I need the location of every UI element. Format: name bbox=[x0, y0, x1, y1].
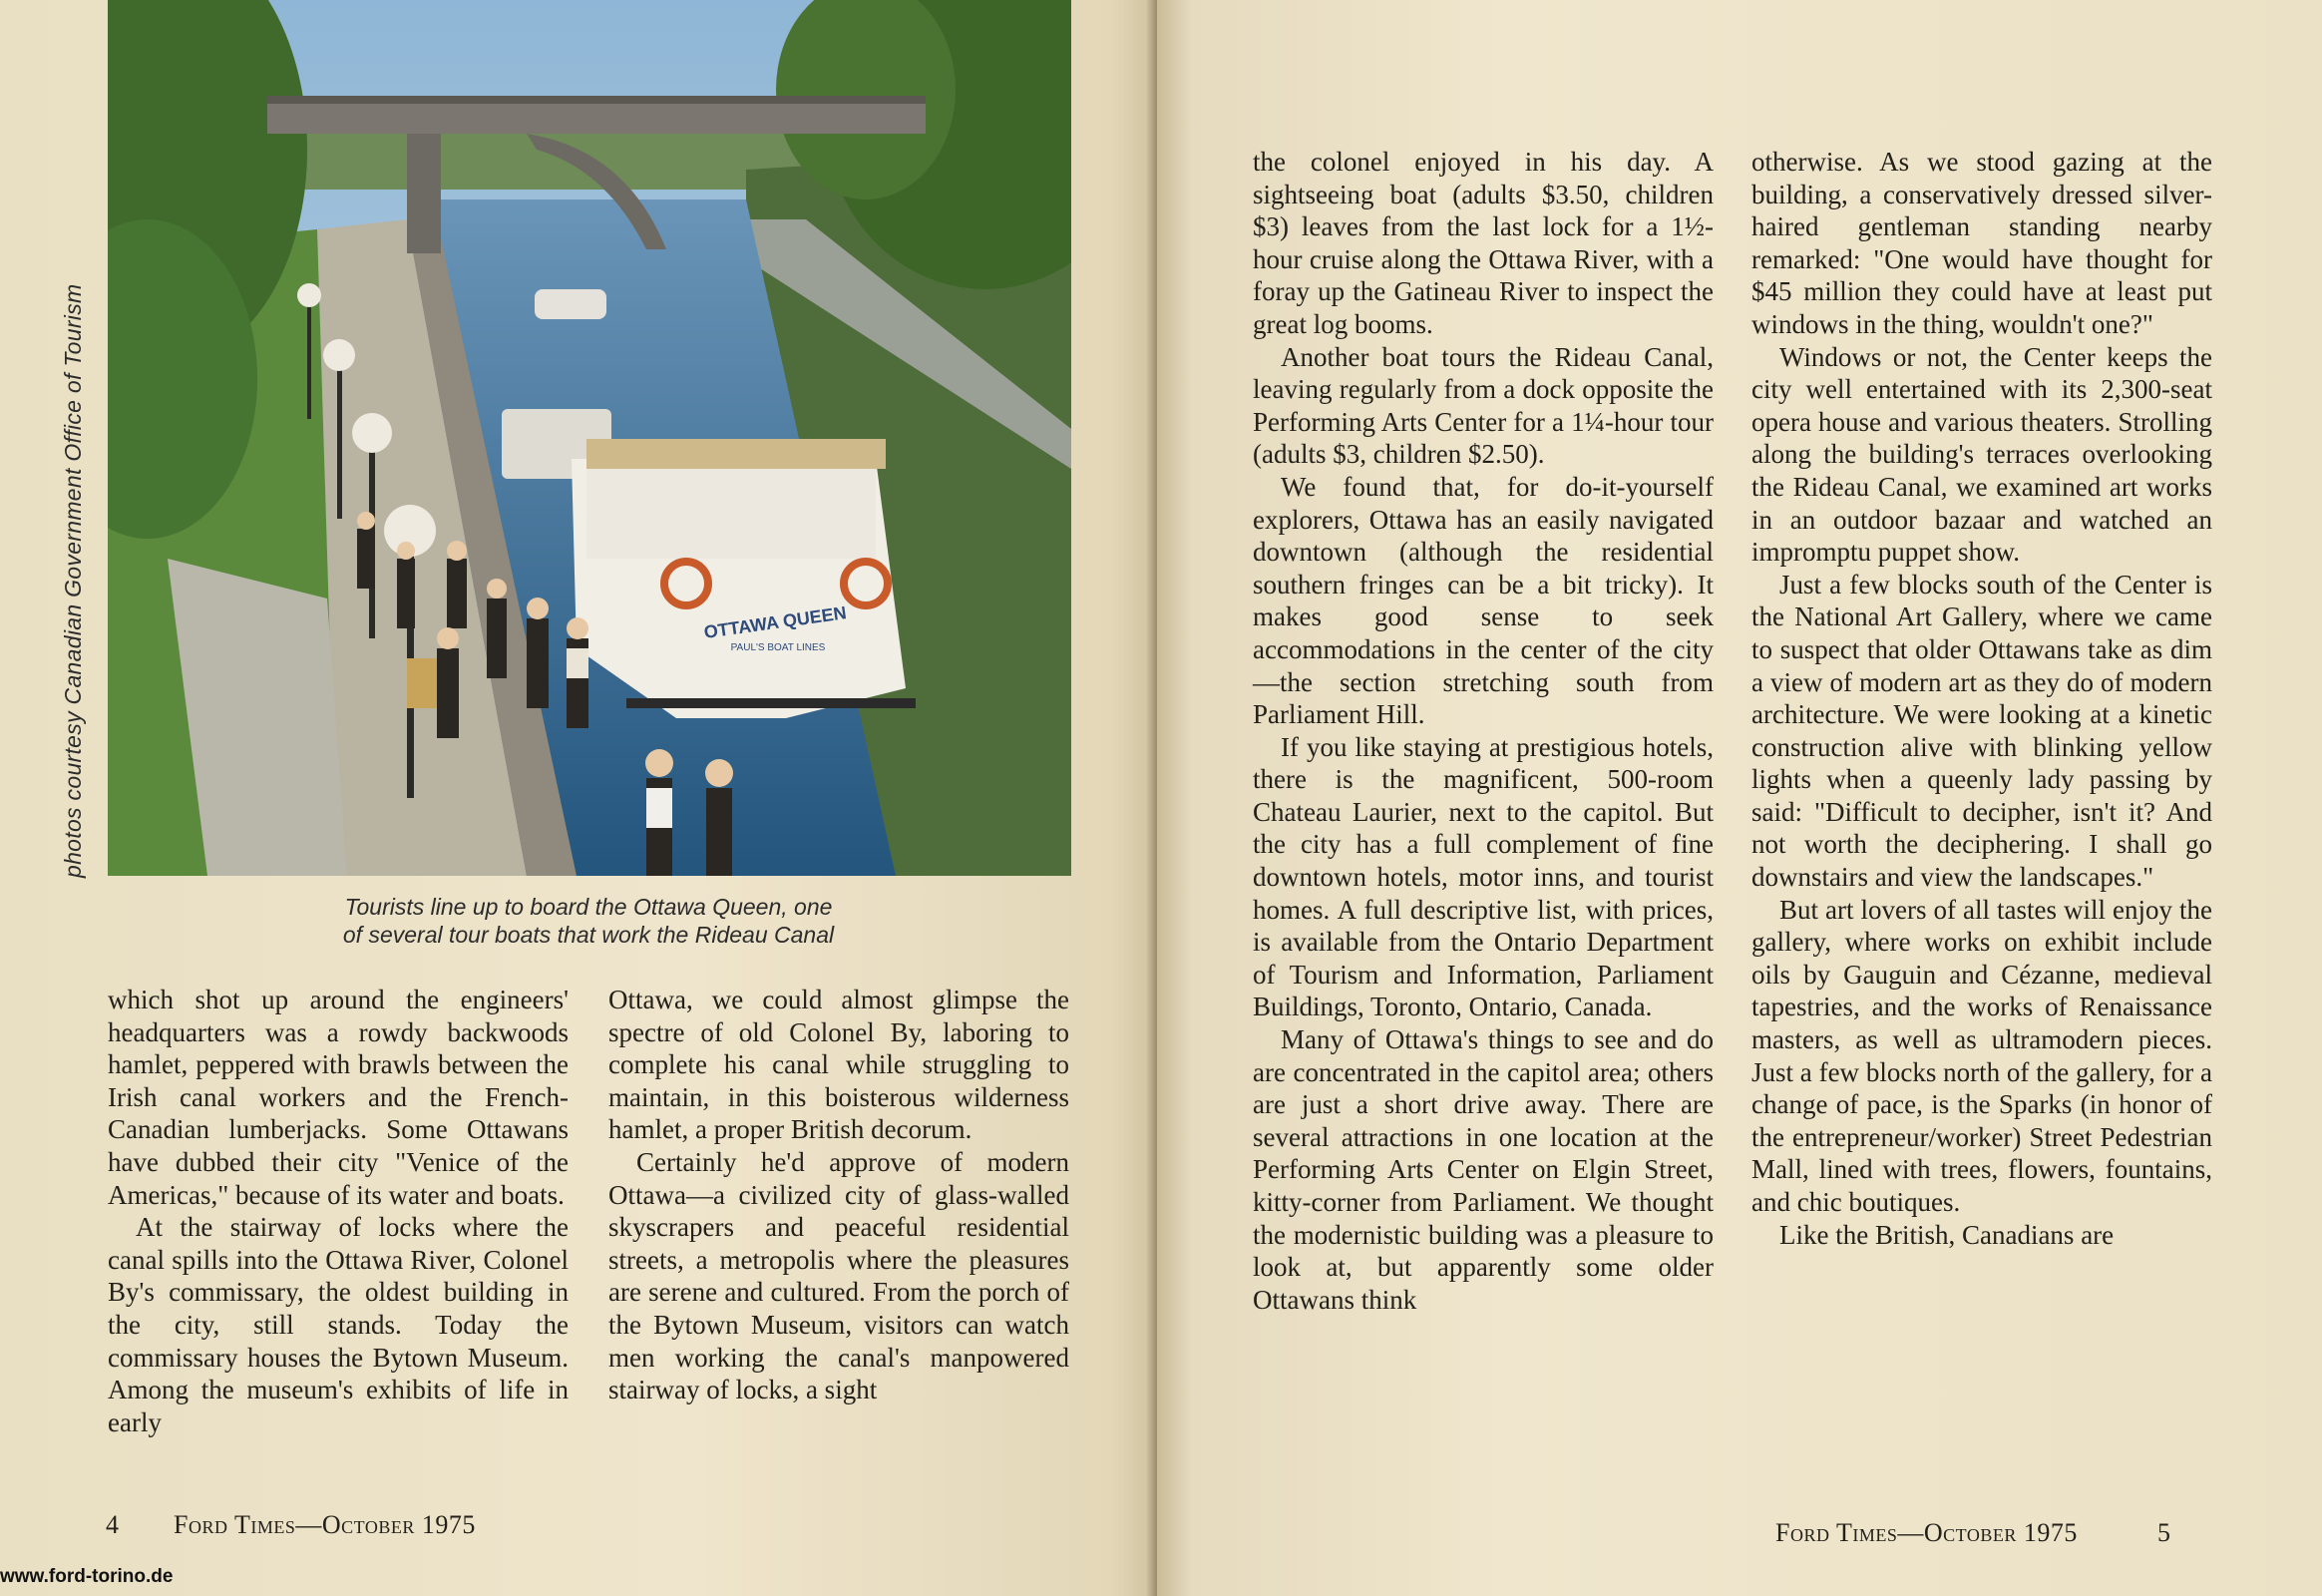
right-page bbox=[1157, 0, 2322, 1596]
photo-credit-text: photos courtesy Canadian Government Office of Tourism bbox=[60, 283, 86, 878]
boat-line-label: PAUL'S BOAT LINES bbox=[730, 642, 826, 653]
paragraph: But art lovers of all tastes will enjoy the gallery, where works on exhibit include oils by Gauguin and Cézanne, medieval tapestries, and the works of Renaissance masters, as well as ultramodern pieces. Just a few blocks north of the gallery, for a change of pace, is the Sparks (in honor of the entrepreneur/worker) Street Pedestrian Mall, lined with trees, flowers, fountains, and chic boutiques. bbox=[1751, 894, 2212, 1217]
paragraph: We found that, for do-it-yourself explorers, Ottawa has an easily navigated downtown (although the residential southern fringes can be a bit tricky). It makes good sense to seek accommodations in the center of the city—the section stretching south from Parliament Hill. bbox=[1253, 471, 1714, 730]
caption-line-2: of several tour boats that work the Rideau Canal bbox=[342, 922, 835, 948]
left-page-column-1 bbox=[108, 984, 569, 1438]
page-number: 4 bbox=[106, 1510, 120, 1539]
paragraph: If you like staying at prestigious hotels, there is the magnificent, 500-room Chateau Laurier, next to the capitol. But the city has a full complement of fine downtown hotels, motor inns, and tourist homes. A full descriptive list, with prices, is available from the Ontario Department of Tourism and Information, Parliament Buildings, Toronto, Ontario, Canada. bbox=[1253, 731, 1714, 1022]
paragraph: Just a few blocks south of the Center is the National Art Gallery, where we came to suspect that older Ottawans take as dim a view of modern art as they do of modern architecture. We were looking at a kinetic construction alive with blinking yellow lights when a queenly lady passing by said: "Difficult to decipher, isn't it? And not worth the deciphering. I shall go downstairs and view the landscapes." bbox=[1751, 569, 2212, 893]
boat-name-label: OTTAWA QUEEN bbox=[702, 602, 848, 642]
page-number: 5 bbox=[2157, 1518, 2171, 1547]
left-page bbox=[0, 0, 1157, 1596]
paragraph: Ottawa, we could almost glimpse the spectre of old Colonel By, laboring to complete his canal while struggling to maintain, in this boisterous wilderness hamlet, a proper British decorum. bbox=[608, 985, 1069, 1145]
caption-line-1: Tourists line up to board the Ottawa Queen, one bbox=[344, 894, 833, 920]
paragraph: Like the British, Canadians are bbox=[1779, 1219, 2115, 1250]
right-page-column-2 bbox=[1751, 146, 2212, 1251]
running-foot: Ford Times—October 1975 bbox=[174, 1510, 476, 1539]
right-page-column-1 bbox=[1253, 146, 1714, 1316]
paragraph: Another boat tours the Rideau Canal, leaving regularly from a dock opposite the Performing Arts Center for a 1¼-hour tour (adults $3, children $2.50). bbox=[1253, 341, 1714, 470]
running-foot: Ford Times—October 1975 bbox=[1775, 1518, 2078, 1547]
watermark: www.ford-torino.de bbox=[0, 1566, 174, 1587]
paragraph: At the stairway of locks where the canal spills into the Ottawa River, Colonel By's commissary, the oldest building in the city, still stands. Today the commissary houses the Bytown Museum. Among the museum's exhibits of life in early bbox=[108, 1212, 569, 1437]
paragraph: Certainly he'd approve of modern Ottawa—a civilized city of glass-walled skyscrapers and peaceful residential streets, a metropolis where the pleasures are serene and cultured. From the porch of the Bytown Museum, visitors can watch men working the canal's manpowered stairway of locks, a sight bbox=[608, 1146, 1069, 1405]
canal-photo-illustration bbox=[108, 0, 1071, 876]
canal-photo bbox=[108, 0, 1071, 876]
paragraph: otherwise. As we stood gazing at the building, a conservatively dressed silver-haired gentleman standing nearby remarked: "One would have thought for $45 million they could have at least put windows in the thing, wouldn't one?" bbox=[1751, 147, 2212, 339]
paragraph: Windows or not, the Center keeps the city well entertained with its 2,300-seat opera house and various theaters. Strolling along the building's terraces overlooking the Rideau Canal, we examined art works in an outdoor bazaar and watched an impromptu puppet show. bbox=[1751, 341, 2212, 568]
paragraph: the colonel enjoyed in his day. A sightseeing boat (adults $3.50, children $3) leaves from the last lock for a 1½-hour cruise along the Ottawa River, with a foray up the Gatineau River to inspect the great log booms. bbox=[1253, 147, 1714, 339]
paragraph: which shot up around the engineers' headquarters was a rowdy backwoods hamlet, peppered with brawls between the Irish canal workers and the French-Canadian lumberjacks. Some Ottawans have dubbed their city "Venice of the Americas," because of its water and boats. bbox=[108, 985, 569, 1210]
paragraph: Many of Ottawa's things to see and do are concentrated in the capitol area; others are just a short drive away. There are several attractions in one location at the Performing Arts Center on Elgin Street, kitty-corner from Parliament. We thought the modernistic building was a pleasure to look at, but apparently some older Ottawans think bbox=[1253, 1024, 1714, 1315]
photo-caption bbox=[180, 893, 997, 949]
left-page-column-2 bbox=[608, 984, 1069, 1406]
